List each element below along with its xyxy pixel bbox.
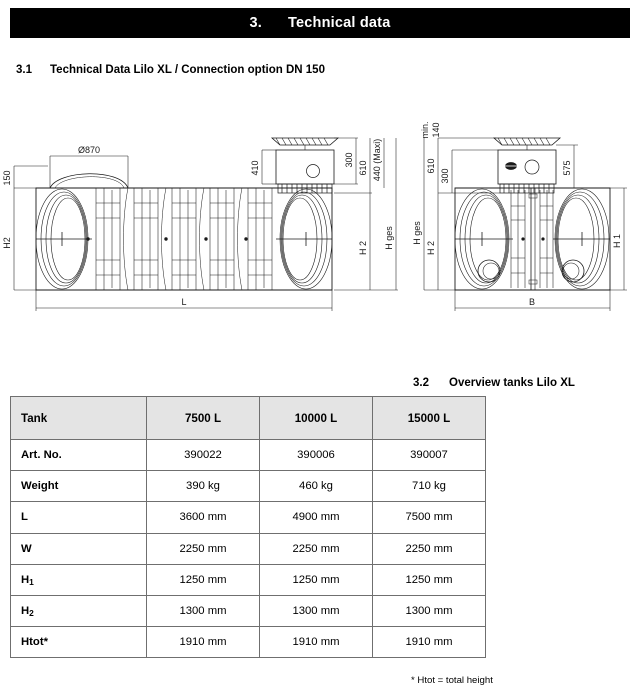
table-cell: 1300 mm [147, 595, 260, 626]
row-label-subscript: 1 [29, 576, 34, 587]
tank-spec-table [10, 396, 486, 658]
row-label-text: W [21, 542, 32, 555]
table-cell: 390006 [260, 440, 373, 471]
table-row [11, 471, 486, 502]
table-row [11, 533, 486, 564]
table-cell: 3600 mm [147, 502, 260, 533]
tank-centre-marks [86, 237, 247, 240]
row-label [11, 471, 147, 502]
table-cell: 390007 [373, 440, 486, 471]
table-cell: 1250 mm [260, 564, 373, 595]
column-header-2: 10000 L [260, 397, 373, 440]
tank-right-end [276, 189, 332, 289]
row-label-subscript: 2 [29, 608, 34, 619]
column-header-1: 7500 L [147, 397, 260, 440]
table-cell: 1910 mm [260, 627, 373, 658]
dim-300-front-label: 300 [440, 168, 450, 184]
section-title-3-1: Technical Data Lilo XL / Connection option DN 150 [50, 64, 325, 76]
table-footnote: * Htot = total height [411, 675, 493, 686]
table-cell: 1300 mm [260, 595, 373, 626]
table-row [11, 440, 486, 471]
table-cell: 2250 mm [373, 533, 486, 564]
row-label [11, 533, 147, 564]
row-label [11, 440, 147, 471]
table-row [11, 627, 486, 658]
table-cell: 2250 mm [260, 533, 373, 564]
table-cell: 1910 mm [373, 627, 486, 658]
section-number-3-1: 3.1 [16, 64, 32, 76]
dim-width-b-label: B [528, 297, 536, 307]
dim-length-l-label: L [181, 297, 187, 307]
dim-610-label: 610 [358, 160, 368, 176]
table-header-row [11, 397, 486, 440]
table-cell: 1300 mm [373, 595, 486, 626]
row-label-text: H [21, 573, 30, 586]
dim-h2-right-label: H 2 [358, 240, 368, 256]
dim-h1-label: H 1 [612, 233, 622, 249]
table-row [11, 502, 486, 533]
dim-h2-left-label: H2 [2, 237, 12, 249]
tank-front-rib-bands [511, 188, 553, 290]
header-section-number: 3. [249, 15, 263, 31]
table-cell: 7500 mm [373, 502, 486, 533]
table-cell: 390022 [147, 440, 260, 471]
table-cell: 1250 mm [373, 564, 486, 595]
dim-300-label: 300 [344, 152, 354, 168]
side-elevation-drawing [0, 108, 410, 323]
riser-shaft-assembly [272, 138, 338, 193]
table-cell: 710 kg [373, 471, 486, 502]
row-label-text: L [21, 511, 28, 524]
row-label [11, 627, 147, 658]
row-label-text: H [21, 605, 30, 618]
section-number-3-2: 3.2 [413, 377, 429, 389]
section-heading-3-1 [16, 64, 325, 76]
dimension-lines [14, 138, 398, 311]
spec-table-wrapper [10, 396, 453, 658]
section-heading-3-2 [413, 377, 575, 389]
row-label-text: Htot* [21, 636, 48, 649]
dim-610-front-label: 610 [426, 158, 436, 174]
riser-shaft-assembly-front [494, 138, 560, 193]
dim-hges-label: H ges [384, 226, 394, 250]
row-label [11, 502, 147, 533]
column-header-3: 15000 L [373, 397, 486, 440]
table-cell: 1910 mm [147, 627, 260, 658]
row-label [11, 564, 147, 595]
dim-150-label: 150 [2, 170, 12, 186]
table-cell: 4900 mm [260, 502, 373, 533]
table-cell: 1250 mm [147, 564, 260, 595]
front-section-drawing [410, 108, 639, 323]
row-label-text: Weight [21, 480, 59, 493]
dim-410-label: 410 [250, 160, 260, 176]
table-row [11, 595, 486, 626]
dim-diameter-label: Ø870 [77, 145, 101, 155]
dim-440-maxi-label: 440 (Maxi) [372, 138, 382, 182]
dim-min-label: min. [420, 121, 430, 139]
table-cell: 460 kg [260, 471, 373, 502]
table-row [11, 564, 486, 595]
dim-575-label: 575 [562, 160, 572, 176]
dim-140-label: 140 [431, 122, 441, 138]
table-cell: 2250 mm [147, 533, 260, 564]
column-header-tank: Tank [11, 397, 147, 440]
section-title-3-2: Overview tanks Lilo XL [449, 377, 575, 389]
row-label-text: Art. No. [21, 449, 62, 462]
page-header-bar [10, 8, 630, 38]
dim-hges-front-label: H ges [412, 221, 422, 245]
table-cell: 390 kg [147, 471, 260, 502]
dim-h2-front-label: H 2 [426, 240, 436, 256]
page-title: Technical data [288, 15, 391, 31]
row-label [11, 595, 147, 626]
